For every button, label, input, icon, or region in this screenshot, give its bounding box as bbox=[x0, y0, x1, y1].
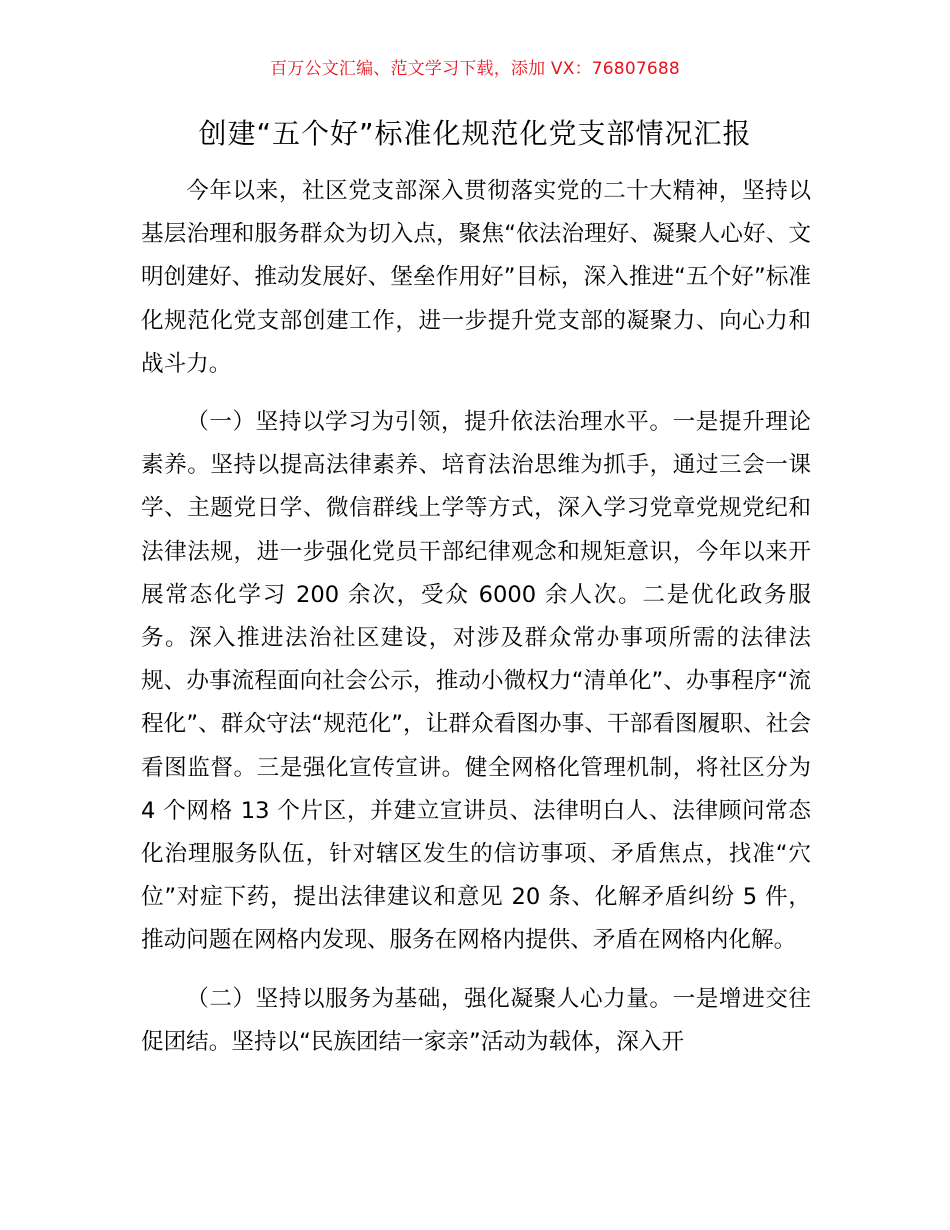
document-body bbox=[141, 170, 811, 1079]
paragraph-intro: 今年以来，社区党支部深入贯彻落实党的二十大精神，坚持以基层治理和服务群众为切入点，聚焦“依法治理好、凝聚人心好、文明创建好、推动发展好、堡垒作用好”目标，深入推进“五个好”标准化规范化党支部创建工作，进一步提升党支部的凝聚力、向心力和战斗力。 bbox=[141, 178, 811, 377]
document-title: 创建“五个好”标准化规范化党支部情况汇报 bbox=[198, 117, 752, 150]
paragraph-section-2: （二）坚持以服务为基础，强化凝聚人心力量。一是增进交往促团结。坚持以“民族团结一家亲”活动为载体，深入开 bbox=[141, 985, 811, 1055]
paragraph-section-1: （一）坚持以学习为引领，提升依法治理水平。一是提升理论素养。坚持以提高法律素养、培育法治思维为抓手，通过三会一课学、主题党日学、微信群线上学等方式，深入学习党章党规党纪和法律法规，进一步强化党员干部纪律观念和规矩意识，今年以来开展常态化学习 200 余次，受众 6000 余人次。二是优化政务服务。深入推进法治社区建设，对涉及群众常办事项所需的法律法规、办事流程面向社会公示，推动小微权力“清单化”、办事程序“流程化”、群众守法“规范化”，让群众看图办事、干部看图履职、社会看图监督。三是强化宣传宣讲。健全网格化管理机制，将社区分为 4 个网格 13 个片区，并建立宣讲员、法律明白人、法律顾问常态化治理服务队伍，针对辖区发生的信访事项、矛盾焦点，找准“穴位”对症下药，提出法律建议和意见 20 条、化解矛盾纠纷 5 件，推动问题在网格内发现、服务在网格内提供、矛盾在网格内化解。 bbox=[141, 409, 811, 954]
watermark-banner: 百万公文汇编、范文学习下载，添加 VX：76807688 bbox=[270, 59, 680, 79]
